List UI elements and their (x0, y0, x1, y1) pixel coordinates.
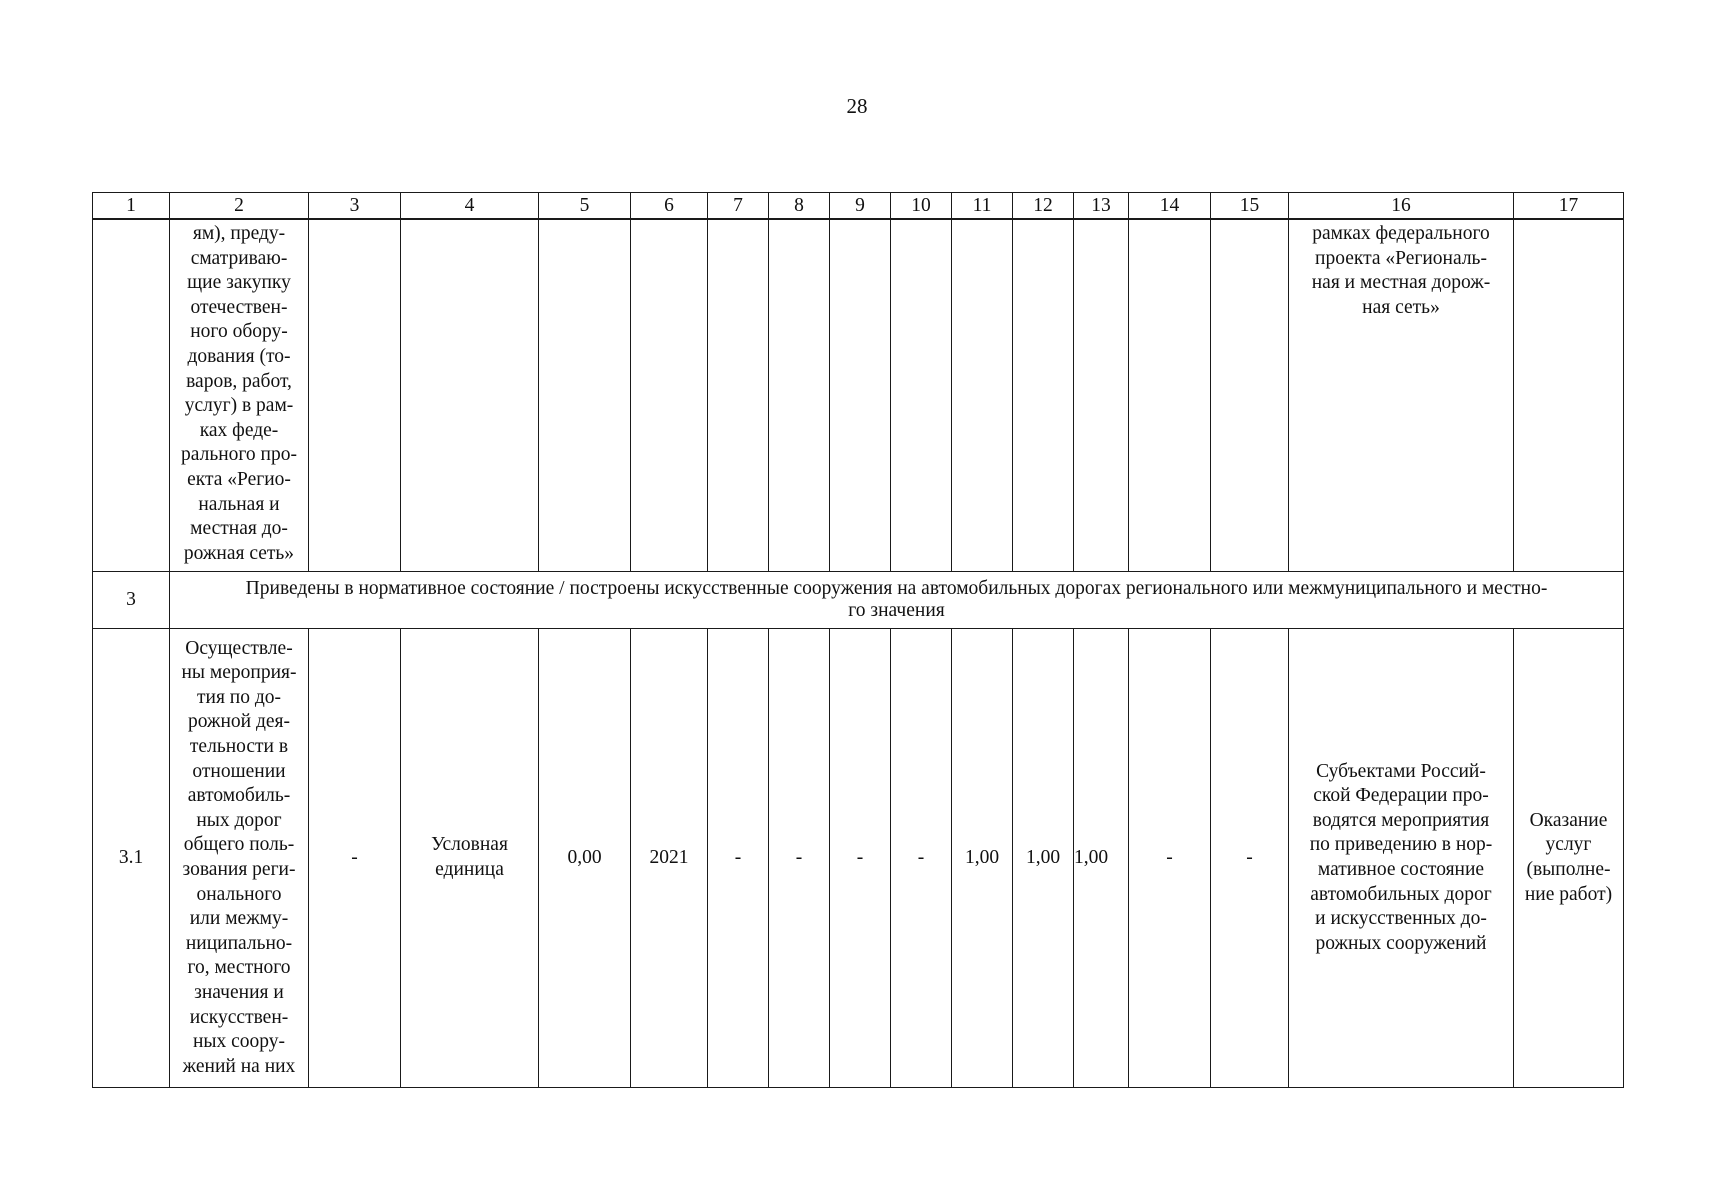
table-cell (93, 219, 170, 572)
table-cell (1074, 219, 1129, 572)
header-cell: 1 (93, 193, 170, 220)
header-cell: 11 (952, 193, 1013, 220)
header-cell: 6 (631, 193, 708, 220)
table-cell (170, 629, 309, 1088)
characteristic-continued: рамках федерального проекта «Региональ- ная и местная дорож- ная сеть» (1311, 223, 1491, 318)
table-cell: - (309, 629, 401, 1088)
header-cell: 4 (401, 193, 539, 220)
table-cell: - (769, 629, 830, 1088)
unit-of-measure: Условная единица (401, 629, 539, 1088)
table-cell: 1,00 (952, 629, 1013, 1088)
table-cell (1514, 219, 1624, 572)
result-description-continued: ям), преду- сматриваю- щие закупку отечествен- ного обору- дования (то- варов, работ, услуг) в рам- ках феде- рального про- екта «Регио- нальная и местная до- рожная сеть» (181, 223, 297, 564)
continuation-row (93, 219, 1624, 572)
result-characteristic: Субъектами Россий- ской Федерации про- водятся мероприятия по приведению в нор- мативное состояние автомобильных дорог и искусственных до- рожных сооружений (1289, 629, 1514, 1088)
page-number: 28 (846, 94, 868, 118)
table-cell: - (891, 629, 952, 1088)
base-year: 2021 (631, 629, 708, 1088)
header-cell: 5 (539, 193, 631, 220)
table-cell (401, 219, 539, 572)
header-cell: 8 (769, 193, 830, 220)
table-cell: - (830, 629, 891, 1088)
table-cell: - (708, 629, 769, 1088)
table-cell (830, 219, 891, 572)
section-number: 3 (93, 572, 170, 629)
section-title: Приведены в нормативное состояние / построены искусственные сооружения на автомобильных дорогах регионального или межмуниципального и местно- го значения (170, 572, 1624, 629)
header-cell: 17 (1514, 193, 1624, 220)
table-cell: 1,00 (1074, 629, 1129, 1088)
table-cell (309, 219, 401, 572)
table-row (93, 629, 1624, 1088)
header-cell: 15 (1211, 193, 1289, 220)
table-cell (769, 219, 830, 572)
table-cell: 1,00 (1013, 629, 1074, 1088)
table-cell: - (1129, 629, 1211, 1088)
table-cell (891, 219, 952, 572)
header-row (93, 193, 1624, 220)
header-cell: 7 (708, 193, 769, 220)
header-cell: 12 (1013, 193, 1074, 220)
table-cell: - (1211, 629, 1289, 1088)
table-cell (1211, 219, 1289, 572)
result-description: Осуществле- ны мероприя- тия по до- рожной дея- тельности в отношении автомобиль- ных дорог общего поль- зования реги- онального или межму- ниципально- го, местного значения и искусствен- ных соору- жений на них (181, 637, 297, 1077)
header-cell: 16 (1289, 193, 1514, 220)
row-number: 3.1 (93, 629, 170, 1088)
header-cell: 9 (830, 193, 891, 220)
header-cell: 13 (1074, 193, 1129, 220)
table-cell (631, 219, 708, 572)
section-row (93, 572, 1624, 629)
table-cell (539, 219, 631, 572)
table-cell (170, 219, 309, 572)
indicators-table (92, 192, 1624, 1088)
table-cell (1129, 219, 1211, 572)
table-cell (708, 219, 769, 572)
base-value: 0,00 (539, 629, 631, 1088)
table-cell (952, 219, 1013, 572)
table-cell (1013, 219, 1074, 572)
header-cell: 10 (891, 193, 952, 220)
header-cell: 3 (309, 193, 401, 220)
header-cell: 14 (1129, 193, 1211, 220)
result-type: Оказание услуг (выполне- ние работ) (1514, 629, 1624, 1088)
table-cell (1289, 219, 1514, 572)
header-cell: 2 (170, 193, 309, 220)
